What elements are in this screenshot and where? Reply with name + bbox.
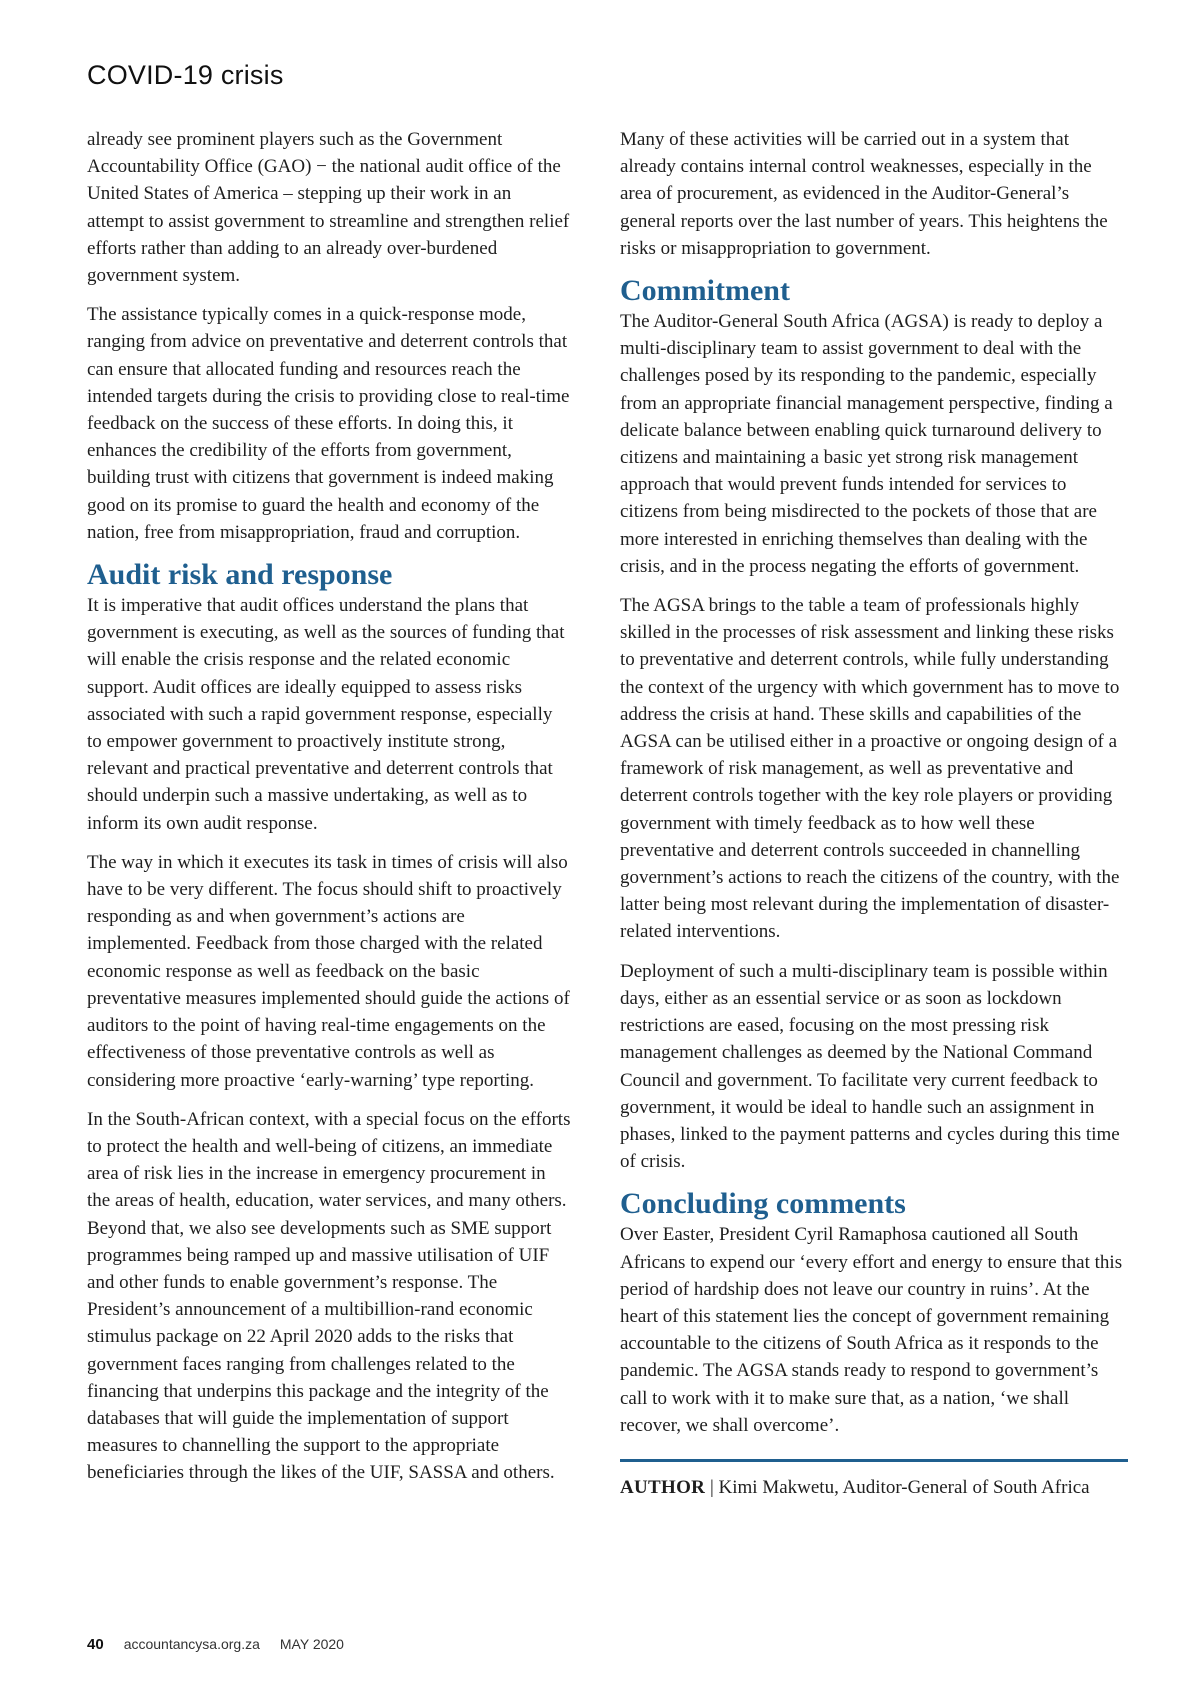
author-divider <box>620 1459 1128 1462</box>
author-credit <box>620 1474 1128 1501</box>
paragraph: already see prominent players such as the Government Accountability Office (GAO) − the national audit office of the United States of America – stepping up their work in an attempt to assist government to streamline and strengthen relief efforts rather than adding to an already over-burdened government system. <box>87 129 570 287</box>
paragraph: Many of these activities will be carried out in a system that already contains internal control weaknesses, especially in the area of procurement, as evidenced in the Auditor-General’s general reports over the last number of years. This heightens the risks or misappropriation to government. <box>620 129 1108 259</box>
heading-commitment: Commitment <box>620 274 790 308</box>
author-label: AUTHOR <box>620 1476 706 1498</box>
right-column <box>620 126 1128 1513</box>
footer-issue: MAY 2020 <box>279 1636 344 1652</box>
paragraph: Over Easter, President Cyril Ramaphosa cautioned all South Africans to expend our ‘every effort and energy to ensure that this period of hardship does not leave our country in ruins’. At the heart of this statement lies the concept of government remaining accountable to the citizens of South Africa as it responds to the pandemic. The AGSA stands ready to respond to government’s call to work with it to make sure that, as a nation, ‘we shall recover, we shall overcome’. <box>620 1224 1123 1436</box>
paragraph: In the South-African context, with a special focus on the efforts to protect the health and well-being of citizens, an immediate area of risk lies in the increase in emergency procurement in the areas of health, education, water services, and many others. Beyond that, we also see developments such as SME support programmes being ramped up and massive utilisation of UIF and other funds to enable government’s response. The President’s announcement of a multibillion-rand economic stimulus package on 22 April 2020 adds to the risks that government faces ranging from challenges related to the financing that underpins this package and the integrity of the databases that will guide the implementation of support measures to channelling the support to the appropriate beneficiaries through the likes of the UIF, SASSA and others. <box>87 1108 571 1484</box>
paragraph: The Auditor-General South Africa (AGSA) is ready to deploy a multi-disciplinary team to assist government to deal with the challenges posed by its responding to the pandemic, especially from an appropriate financial management perspective, finding a delicate balance between enabling quick turnaround delivery to citizens and maintaining a basic yet strong risk management approach that would prevent funds intended for services to citizens from being misdirected to the pockets of those that are more interested in enriching themselves than dealing with the crisis, and in the process negating the efforts of government. <box>620 311 1113 577</box>
heading-concluding-comments: Concluding comments <box>620 1187 906 1221</box>
author-name: Kimi Makwetu, Auditor-General of South Africa <box>718 1476 1090 1498</box>
section-label: COVID-19 crisis <box>87 60 284 90</box>
left-column <box>87 126 571 1499</box>
author-separator: | <box>705 1476 719 1498</box>
heading-audit-risk: Audit risk and response <box>87 558 393 592</box>
paragraph: Deployment of such a multi-disciplinary team is possible within days, either as an essential service or as soon as lockdown restrictions are eased, focusing on the most pressing risk management challenges as deemed by the National Command Council and government. To facilitate very current feedback to government, it would be ideal to handle such an assignment in phases, linked to the payment patterns and cycles during this time of crisis. <box>620 960 1120 1173</box>
page-footer <box>87 1636 344 1653</box>
paragraph: The assistance typically comes in a quick-response mode, ranging from advice on preventative and deterrent controls that can ensure that allocated funding and resources reach the intended targets during the crisis to providing close to real-time feedback on the success of these efforts. In doing this, it enhances the credibility of the efforts from government, building trust with citizens that government is indeed making good on its promise to guard the health and economy of the nation, free from misappropriation, fraud and corruption. <box>87 304 570 543</box>
paragraph: The AGSA brings to the table a team of professionals highly skilled in the processes of risk assessment and linking these risks to preventative and deterrent controls, while fully understanding the context of the urgency with which government has to move to address the crisis at hand. These skills and capabilities of the AGSA can be utilised either in a proactive or ongoing design of a framework of risk management, as well as preventative and deterrent controls together with the key role players or providing government with timely feedback as to how well these preventative and deterrent controls succeeded in channelling government’s actions to reach the citizens of the country, with the latter being most relevant during the implementation of disaster-related interventions. <box>620 595 1120 943</box>
paragraph: The way in which it executes its task in times of crisis will also have to be very different. The focus should shift to proactively responding as and when government’s actions are implemented. Feedback from those charged with the related economic response as well as feedback on the basic preventative measures implemented should guide the actions of auditors to the point of having real-time engagements on the effectiveness of those preventative controls as well as considering more proactive ‘early-warning’ type reporting. <box>87 851 570 1091</box>
paragraph: It is imperative that audit offices understand the plans that government is executing, as well as the sources of funding that will enable the crisis response and the related economic support. Audit offices are ideally equipped to assess risks associated with such a rapid government response, especially to empower government to proactively institute strong, relevant and practical preventative and deterrent controls that should underpin such a massive undertaking, as well as to inform its own audit response. <box>87 595 565 834</box>
footer-site: accountancysa.org.za <box>123 1636 260 1652</box>
page-number: 40 <box>87 1636 104 1653</box>
